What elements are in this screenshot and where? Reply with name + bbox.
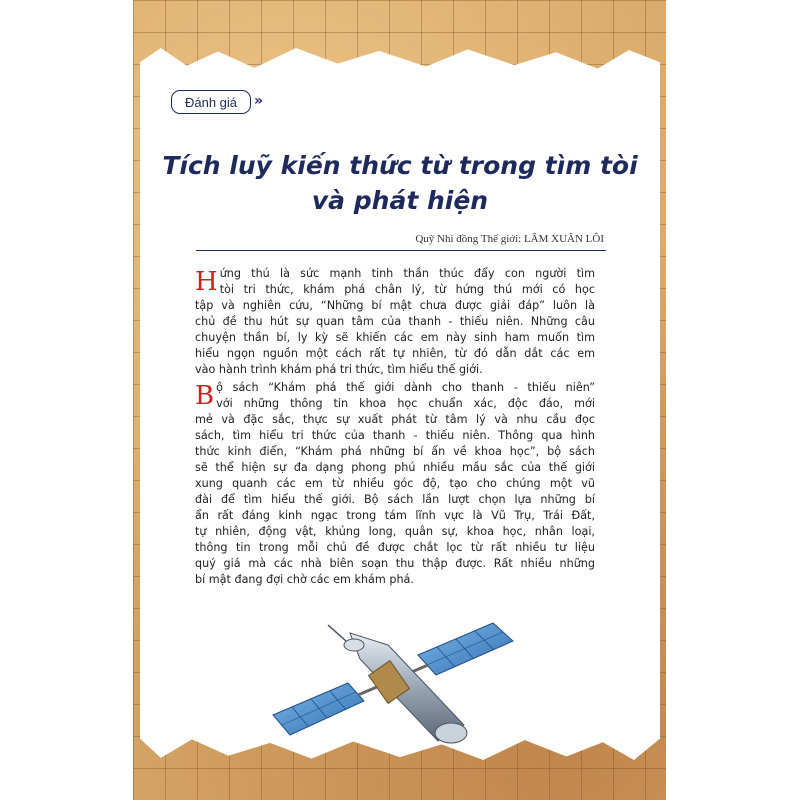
paragraph-line: tập và nghiên cứu, “Những bí mật chưa được giải đáp” luôn là xyxy=(195,299,595,312)
drop-cap: B xyxy=(195,381,215,411)
paragraph-line: mẻ và đặc sắc, thực sự xuất phát từ tâm lý và nhu cầu đọc xyxy=(195,413,595,426)
paragraph-line: quý giá mà các nhà biên soạn thu thập được. Rất nhiều những xyxy=(195,557,595,570)
paragraph-line: tự nhiên, động vật, khủng long, quân sự, khoa học, nhân loại, xyxy=(195,525,595,538)
page-title-line-2: và phát hiện xyxy=(311,186,489,215)
drop-cap: H xyxy=(195,267,218,297)
chevron-right-icon: » xyxy=(254,93,261,109)
paragraph-line: sách, tìm hiểu tri thức của thanh - thiếu niên. Thông qua hình xyxy=(195,429,595,442)
paragraph-line: tòi tri thức, khám phá chân lý, từ hứng thú mới có học xyxy=(219,283,595,296)
paragraph-line: ẩn rất đáng kinh ngạc trong tám lĩnh vực là Vũ Trụ, Trái Đất, xyxy=(195,509,595,522)
page-title-line-1: Tích luỹ kiến thức từ trong tìm tòi xyxy=(162,151,638,180)
paragraph-line: ộ sách “Khám phá thế giới dành cho thanh - thiếu niên” xyxy=(216,381,595,394)
satellite-icon xyxy=(268,615,528,755)
paragraph-1 xyxy=(195,266,595,378)
paragraph-line: xung quanh các em từ nhiều góc độ, tạo cho chúng một vũ xyxy=(195,477,595,490)
divider xyxy=(196,250,606,251)
paragraph-line: vào hành trình khám phá tri thức, tìm hiểu thế giới. xyxy=(195,363,483,376)
source-credit: Quỹ Nhi đồng Thế giới: LÂM XUÂN LÔI xyxy=(415,233,604,245)
paragraph-line: chủ đề thu hút sự quan tâm của thanh - thiếu niên. Những câu xyxy=(195,315,595,328)
paragraph-line: chuyện thần bí, ly kỳ sẽ khiến các em này sinh ham muốn tìm xyxy=(195,331,595,344)
paragraph-line: hiểu ngọn nguồn một cách rất tự nhiên, từ đó dẫn dắt các em xyxy=(195,347,595,360)
section-badge-label: Đánh giá xyxy=(184,94,238,110)
paragraph-2 xyxy=(195,380,595,588)
section-badge xyxy=(171,90,251,114)
paragraph-line: thông tin trong mỗi chủ đề được chắt lọc từ rất nhiều tư liệu xyxy=(195,541,595,554)
paragraph-line: đài để tìm hiểu thế giới. Bộ sách lần lượt chọn lựa những bí xyxy=(195,493,595,506)
page-title xyxy=(160,148,640,218)
paragraph-line: với những thông tin khoa học chuẩn xác, độc đáo, mới xyxy=(216,397,595,410)
paragraph-line: thức kinh điển, “Khám phá những bí ẩn về khoa học”, bộ sách xyxy=(195,445,595,458)
paragraph-line: ứng thú là sức mạnh tinh thần thúc đẩy con người tìm xyxy=(219,267,595,280)
paragraph-line: sẽ thể hiện sự đa dạng phong phú nhiều mầu sắc của thế giới xyxy=(195,461,595,474)
paragraph-line: bí mật đang đợi chờ các em khám phá. xyxy=(195,573,414,586)
